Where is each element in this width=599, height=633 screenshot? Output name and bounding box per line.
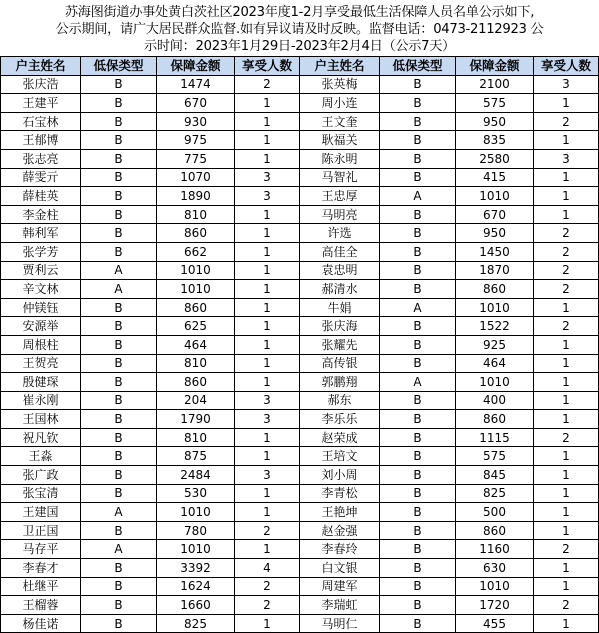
cell-amount-right: 860 xyxy=(456,410,534,429)
cell-count-left: 3 xyxy=(235,187,300,206)
table-row xyxy=(1,261,599,280)
cell-type-left: B xyxy=(81,373,157,392)
cell-type-left: B xyxy=(81,577,157,596)
cell-name-left: 张广政 xyxy=(1,466,81,485)
table-row xyxy=(1,75,599,94)
cell-amount-right: 1010 xyxy=(456,577,534,596)
header-type-left: 低保类型 xyxy=(81,57,157,76)
cell-amount-left: 670 xyxy=(157,94,235,113)
cell-count-right: 1 xyxy=(534,205,599,224)
cell-type-left: B xyxy=(81,614,157,633)
cell-amount-right: 950 xyxy=(456,224,534,243)
cell-type-left: B xyxy=(81,112,157,131)
cell-amount-left: 204 xyxy=(157,391,235,410)
cell-type-left: B xyxy=(81,559,157,578)
cell-name-right: 许选 xyxy=(300,224,380,243)
cell-name-right: 郭鹏翔 xyxy=(300,373,380,392)
cell-amount-left: 625 xyxy=(157,317,235,336)
cell-name-left: 崔永刚 xyxy=(1,391,81,410)
table-row xyxy=(1,410,599,429)
cell-type-right: B xyxy=(380,149,456,168)
cell-name-right: 李春玲 xyxy=(300,540,380,559)
cell-count-left: 3 xyxy=(235,168,300,187)
cell-amount-right: 500 xyxy=(456,503,534,522)
cell-type-left: B xyxy=(81,149,157,168)
cell-name-left: 杨佳诺 xyxy=(1,614,81,633)
cell-count-left: 1 xyxy=(235,447,300,466)
cell-name-left: 李金柱 xyxy=(1,205,81,224)
cell-type-left: A xyxy=(81,261,157,280)
cell-type-right: B xyxy=(380,428,456,447)
cell-count-right: 1 xyxy=(534,521,599,540)
cell-name-left: 张学芳 xyxy=(1,242,81,261)
cell-type-right: B xyxy=(380,577,456,596)
notice-line-1: 苏海图街道办事处黄白茨社区2023年度1-2月享受最低生活保障人员名单公示如下, xyxy=(64,5,535,20)
cell-name-left: 石宝林 xyxy=(1,112,81,131)
table-body xyxy=(1,75,599,633)
cell-name-left: 周根柱 xyxy=(1,335,81,354)
cell-type-right: B xyxy=(380,317,456,336)
cell-type-left: B xyxy=(81,168,157,187)
cell-type-left: B xyxy=(81,75,157,94)
notice-line-3: 示时间：2023年1月29日-2023年2月4日（公示7天） xyxy=(143,39,456,54)
table-row xyxy=(1,354,599,373)
cell-type-right: B xyxy=(380,484,456,503)
cell-count-left: 1 xyxy=(235,94,300,113)
table-row xyxy=(1,540,599,559)
cell-name-right: 牛娟 xyxy=(300,298,380,317)
cell-count-left: 2 xyxy=(235,521,300,540)
table-row xyxy=(1,391,599,410)
notice-title xyxy=(0,0,599,56)
cell-name-left: 王国林 xyxy=(1,410,81,429)
cell-count-right: 1 xyxy=(534,373,599,392)
cell-name-right: 赵荣成 xyxy=(300,428,380,447)
cell-name-left: 辛文林 xyxy=(1,280,81,299)
header-amount-left: 保障金额 xyxy=(157,57,235,76)
cell-name-right: 周小连 xyxy=(300,94,380,113)
cell-count-left: 1 xyxy=(235,503,300,522)
cell-name-left: 安源举 xyxy=(1,317,81,336)
cell-type-left: B xyxy=(81,187,157,206)
cell-amount-left: 1010 xyxy=(157,540,235,559)
cell-name-right: 李青松 xyxy=(300,484,380,503)
cell-name-right: 王艳坤 xyxy=(300,503,380,522)
cell-type-left: B xyxy=(81,391,157,410)
cell-amount-right: 825 xyxy=(456,484,534,503)
cell-amount-right: 2580 xyxy=(456,149,534,168)
cell-type-right: B xyxy=(380,503,456,522)
cell-type-left: A xyxy=(81,503,157,522)
cell-name-left: 殷健琛 xyxy=(1,373,81,392)
cell-count-right: 1 xyxy=(534,577,599,596)
cell-amount-left: 860 xyxy=(157,224,235,243)
cell-count-left: 2 xyxy=(235,75,300,94)
table-row xyxy=(1,484,599,503)
cell-count-left: 1 xyxy=(235,373,300,392)
cell-name-left: 王淼 xyxy=(1,447,81,466)
cell-name-right: 王文奎 xyxy=(300,112,380,131)
cell-amount-left: 810 xyxy=(157,354,235,373)
table-row xyxy=(1,317,599,336)
cell-type-right: B xyxy=(380,280,456,299)
cell-amount-right: 1870 xyxy=(456,261,534,280)
cell-type-right: B xyxy=(380,242,456,261)
cell-amount-right: 1010 xyxy=(456,373,534,392)
table-row xyxy=(1,149,599,168)
cell-type-left: B xyxy=(81,94,157,113)
cell-name-left: 马存平 xyxy=(1,540,81,559)
cell-name-right: 高传银 xyxy=(300,354,380,373)
cell-name-right: 马智礼 xyxy=(300,168,380,187)
table-row xyxy=(1,94,599,113)
cell-name-left: 仲镁钰 xyxy=(1,298,81,317)
cell-name-left: 薛雯亓 xyxy=(1,168,81,187)
cell-amount-left: 464 xyxy=(157,335,235,354)
cell-amount-left: 860 xyxy=(157,298,235,317)
cell-count-right: 3 xyxy=(534,149,599,168)
cell-count-left: 1 xyxy=(235,540,300,559)
table-row xyxy=(1,187,599,206)
table-row xyxy=(1,112,599,131)
cell-name-right: 周建军 xyxy=(300,577,380,596)
cell-name-right: 王培文 xyxy=(300,447,380,466)
cell-name-left: 王建国 xyxy=(1,503,81,522)
cell-amount-left: 860 xyxy=(157,373,235,392)
cell-amount-left: 662 xyxy=(157,242,235,261)
cell-amount-right: 2100 xyxy=(456,75,534,94)
cell-count-right: 2 xyxy=(534,224,599,243)
cell-count-left: 1 xyxy=(235,261,300,280)
cell-amount-left: 775 xyxy=(157,149,235,168)
cell-count-left: 3 xyxy=(235,410,300,429)
cell-count-left: 1 xyxy=(235,317,300,336)
cell-type-right: A xyxy=(380,373,456,392)
cell-amount-left: 1474 xyxy=(157,75,235,94)
cell-type-right: B xyxy=(380,391,456,410)
cell-count-right: 2 xyxy=(534,242,599,261)
table-row xyxy=(1,373,599,392)
cell-count-left: 1 xyxy=(235,205,300,224)
cell-count-left: 1 xyxy=(235,298,300,317)
table-header-row xyxy=(1,57,599,76)
cell-name-left: 薛桂英 xyxy=(1,187,81,206)
cell-amount-right: 1010 xyxy=(456,187,534,206)
cell-name-right: 马明仁 xyxy=(300,614,380,633)
header-count-right: 享受人数 xyxy=(534,57,599,76)
cell-count-right: 1 xyxy=(534,466,599,485)
cell-count-right: 2 xyxy=(534,261,599,280)
cell-type-right: B xyxy=(380,466,456,485)
cell-name-right: 马明亮 xyxy=(300,205,380,224)
cell-count-left: 1 xyxy=(235,224,300,243)
cell-amount-right: 464 xyxy=(456,354,534,373)
cell-name-left: 韩利军 xyxy=(1,224,81,243)
cell-count-left: 1 xyxy=(235,428,300,447)
cell-name-left: 王贺亮 xyxy=(1,354,81,373)
table-row xyxy=(1,131,599,150)
cell-name-left: 王郁博 xyxy=(1,131,81,150)
cell-count-right: 1 xyxy=(534,298,599,317)
table-row xyxy=(1,503,599,522)
cell-amount-left: 1624 xyxy=(157,577,235,596)
cell-count-left: 4 xyxy=(235,559,300,578)
cell-type-left: B xyxy=(81,317,157,336)
cell-type-left: B xyxy=(81,428,157,447)
notice-line-2: 公示期间，请广大居民群众监督.如有异议请及时反映。监督电话：0473-2112923 公 xyxy=(55,22,544,37)
cell-type-left: B xyxy=(81,484,157,503)
cell-amount-right: 1720 xyxy=(456,596,534,615)
table-row xyxy=(1,205,599,224)
cell-count-left: 1 xyxy=(235,354,300,373)
cell-type-right: B xyxy=(380,521,456,540)
table-row xyxy=(1,428,599,447)
cell-count-right: 2 xyxy=(534,112,599,131)
table-row xyxy=(1,577,599,596)
cell-type-left: B xyxy=(81,410,157,429)
cell-name-right: 耿福关 xyxy=(300,131,380,150)
cell-type-right: B xyxy=(380,410,456,429)
header-amount-right: 保障金额 xyxy=(456,57,534,76)
cell-amount-right: 1160 xyxy=(456,540,534,559)
cell-amount-left: 3392 xyxy=(157,559,235,578)
cell-type-right: B xyxy=(380,94,456,113)
cell-amount-left: 930 xyxy=(157,112,235,131)
cell-name-right: 李瑞虹 xyxy=(300,596,380,615)
cell-amount-left: 810 xyxy=(157,428,235,447)
cell-amount-left: 975 xyxy=(157,131,235,150)
cell-type-left: B xyxy=(81,131,157,150)
cell-count-right: 1 xyxy=(534,503,599,522)
cell-count-right: 3 xyxy=(534,75,599,94)
cell-name-right: 赵金强 xyxy=(300,521,380,540)
cell-amount-right: 925 xyxy=(456,335,534,354)
header-name-left: 户主姓名 xyxy=(1,57,81,76)
cell-amount-left: 1660 xyxy=(157,596,235,615)
header-type-right: 低保类型 xyxy=(380,57,456,76)
table-row xyxy=(1,559,599,578)
cell-amount-right: 860 xyxy=(456,521,534,540)
cell-type-left: B xyxy=(81,224,157,243)
cell-amount-right: 630 xyxy=(456,559,534,578)
cell-type-right: B xyxy=(380,131,456,150)
cell-amount-left: 825 xyxy=(157,614,235,633)
cell-amount-left: 780 xyxy=(157,521,235,540)
cell-name-left: 卫正国 xyxy=(1,521,81,540)
cell-count-left: 3 xyxy=(235,466,300,485)
header-name-right: 户主姓名 xyxy=(300,57,380,76)
cell-amount-left: 1790 xyxy=(157,410,235,429)
cell-name-right: 王忠厚 xyxy=(300,187,380,206)
cell-name-right: 袁忠明 xyxy=(300,261,380,280)
table-row xyxy=(1,298,599,317)
cell-type-right: B xyxy=(380,614,456,633)
cell-type-right: B xyxy=(380,447,456,466)
cell-count-right: 1 xyxy=(534,484,599,503)
cell-name-right: 张庆海 xyxy=(300,317,380,336)
cell-type-left: A xyxy=(81,540,157,559)
cell-amount-left: 875 xyxy=(157,447,235,466)
table-row xyxy=(1,447,599,466)
cell-name-left: 祝凡钦 xyxy=(1,428,81,447)
cell-name-right: 陈永明 xyxy=(300,149,380,168)
cell-count-left: 1 xyxy=(235,280,300,299)
cell-amount-left: 1010 xyxy=(157,280,235,299)
cell-count-right: 1 xyxy=(534,131,599,150)
recipient-table xyxy=(0,56,599,633)
cell-type-left: B xyxy=(81,335,157,354)
cell-amount-right: 835 xyxy=(456,131,534,150)
cell-amount-right: 845 xyxy=(456,466,534,485)
cell-count-right: 1 xyxy=(534,94,599,113)
cell-amount-right: 455 xyxy=(456,614,534,633)
table-row xyxy=(1,280,599,299)
table-row xyxy=(1,168,599,187)
cell-type-right: B xyxy=(380,354,456,373)
cell-type-right: B xyxy=(380,540,456,559)
cell-amount-right: 1115 xyxy=(456,428,534,447)
cell-amount-left: 1890 xyxy=(157,187,235,206)
cell-count-left: 1 xyxy=(235,149,300,168)
cell-type-left: A xyxy=(81,280,157,299)
cell-name-left: 王建平 xyxy=(1,94,81,113)
cell-type-right: B xyxy=(380,168,456,187)
table-row xyxy=(1,242,599,261)
cell-type-right: B xyxy=(380,112,456,131)
cell-count-right: 1 xyxy=(534,187,599,206)
cell-amount-left: 1070 xyxy=(157,168,235,187)
table-row xyxy=(1,466,599,485)
header-count-left: 享受人数 xyxy=(235,57,300,76)
cell-amount-right: 1522 xyxy=(456,317,534,336)
cell-count-left: 1 xyxy=(235,614,300,633)
cell-type-left: B xyxy=(81,447,157,466)
cell-name-right: 张英梅 xyxy=(300,75,380,94)
cell-name-right: 刘小周 xyxy=(300,466,380,485)
cell-count-left: 1 xyxy=(235,242,300,261)
cell-name-left: 杜继平 xyxy=(1,577,81,596)
cell-type-right: B xyxy=(380,224,456,243)
cell-type-left: B xyxy=(81,298,157,317)
table-row xyxy=(1,224,599,243)
cell-count-left: 3 xyxy=(235,391,300,410)
cell-name-left: 贾利云 xyxy=(1,261,81,280)
cell-amount-right: 950 xyxy=(456,112,534,131)
cell-amount-right: 1010 xyxy=(456,298,534,317)
cell-name-right: 郝清水 xyxy=(300,280,380,299)
cell-amount-right: 575 xyxy=(456,447,534,466)
cell-name-right: 李乐乐 xyxy=(300,410,380,429)
cell-amount-right: 575 xyxy=(456,94,534,113)
cell-count-right: 1 xyxy=(534,168,599,187)
cell-count-left: 1 xyxy=(235,484,300,503)
cell-amount-left: 2484 xyxy=(157,466,235,485)
cell-amount-right: 860 xyxy=(456,280,534,299)
cell-name-left: 张宝清 xyxy=(1,484,81,503)
cell-name-right: 高佳全 xyxy=(300,242,380,261)
cell-name-left: 李春才 xyxy=(1,559,81,578)
cell-type-right: A xyxy=(380,187,456,206)
cell-count-right: 2 xyxy=(534,540,599,559)
cell-name-right: 张耀先 xyxy=(300,335,380,354)
cell-amount-right: 400 xyxy=(456,391,534,410)
cell-count-left: 1 xyxy=(235,335,300,354)
cell-type-left: B xyxy=(81,466,157,485)
cell-count-left: 1 xyxy=(235,112,300,131)
cell-type-right: B xyxy=(380,596,456,615)
table-row xyxy=(1,614,599,633)
cell-count-left: 2 xyxy=(235,577,300,596)
cell-amount-right: 670 xyxy=(456,205,534,224)
cell-count-right: 2 xyxy=(534,428,599,447)
cell-type-left: B xyxy=(81,521,157,540)
cell-type-left: B xyxy=(81,596,157,615)
cell-type-right: B xyxy=(380,559,456,578)
cell-amount-right: 415 xyxy=(456,168,534,187)
cell-type-right: B xyxy=(380,335,456,354)
cell-count-right: 2 xyxy=(534,280,599,299)
cell-count-right: 1 xyxy=(534,335,599,354)
cell-amount-left: 1010 xyxy=(157,261,235,280)
cell-type-left: B xyxy=(81,205,157,224)
cell-count-right: 1 xyxy=(534,354,599,373)
cell-count-right: 2 xyxy=(534,596,599,615)
cell-name-left: 张庆浩 xyxy=(1,75,81,94)
cell-name-left: 张志亮 xyxy=(1,149,81,168)
cell-type-right: B xyxy=(380,75,456,94)
cell-type-right: B xyxy=(380,261,456,280)
table-row xyxy=(1,335,599,354)
cell-amount-right: 1450 xyxy=(456,242,534,261)
cell-amount-left: 810 xyxy=(157,205,235,224)
cell-count-right: 2 xyxy=(534,317,599,336)
cell-count-right: 1 xyxy=(534,391,599,410)
table-row xyxy=(1,596,599,615)
cell-type-right: B xyxy=(380,205,456,224)
table-row xyxy=(1,521,599,540)
cell-count-left: 2 xyxy=(235,596,300,615)
cell-count-right: 1 xyxy=(534,447,599,466)
cell-type-left: B xyxy=(81,354,157,373)
cell-count-right: 1 xyxy=(534,559,599,578)
cell-amount-left: 1010 xyxy=(157,503,235,522)
cell-amount-left: 530 xyxy=(157,484,235,503)
cell-count-right: 1 xyxy=(534,410,599,429)
cell-type-right: A xyxy=(380,298,456,317)
cell-type-left: B xyxy=(81,242,157,261)
cell-count-right: 1 xyxy=(534,614,599,633)
cell-count-left: 1 xyxy=(235,131,300,150)
cell-name-right: 白文银 xyxy=(300,559,380,578)
cell-name-left: 王榴蓉 xyxy=(1,596,81,615)
cell-name-right: 郝东 xyxy=(300,391,380,410)
